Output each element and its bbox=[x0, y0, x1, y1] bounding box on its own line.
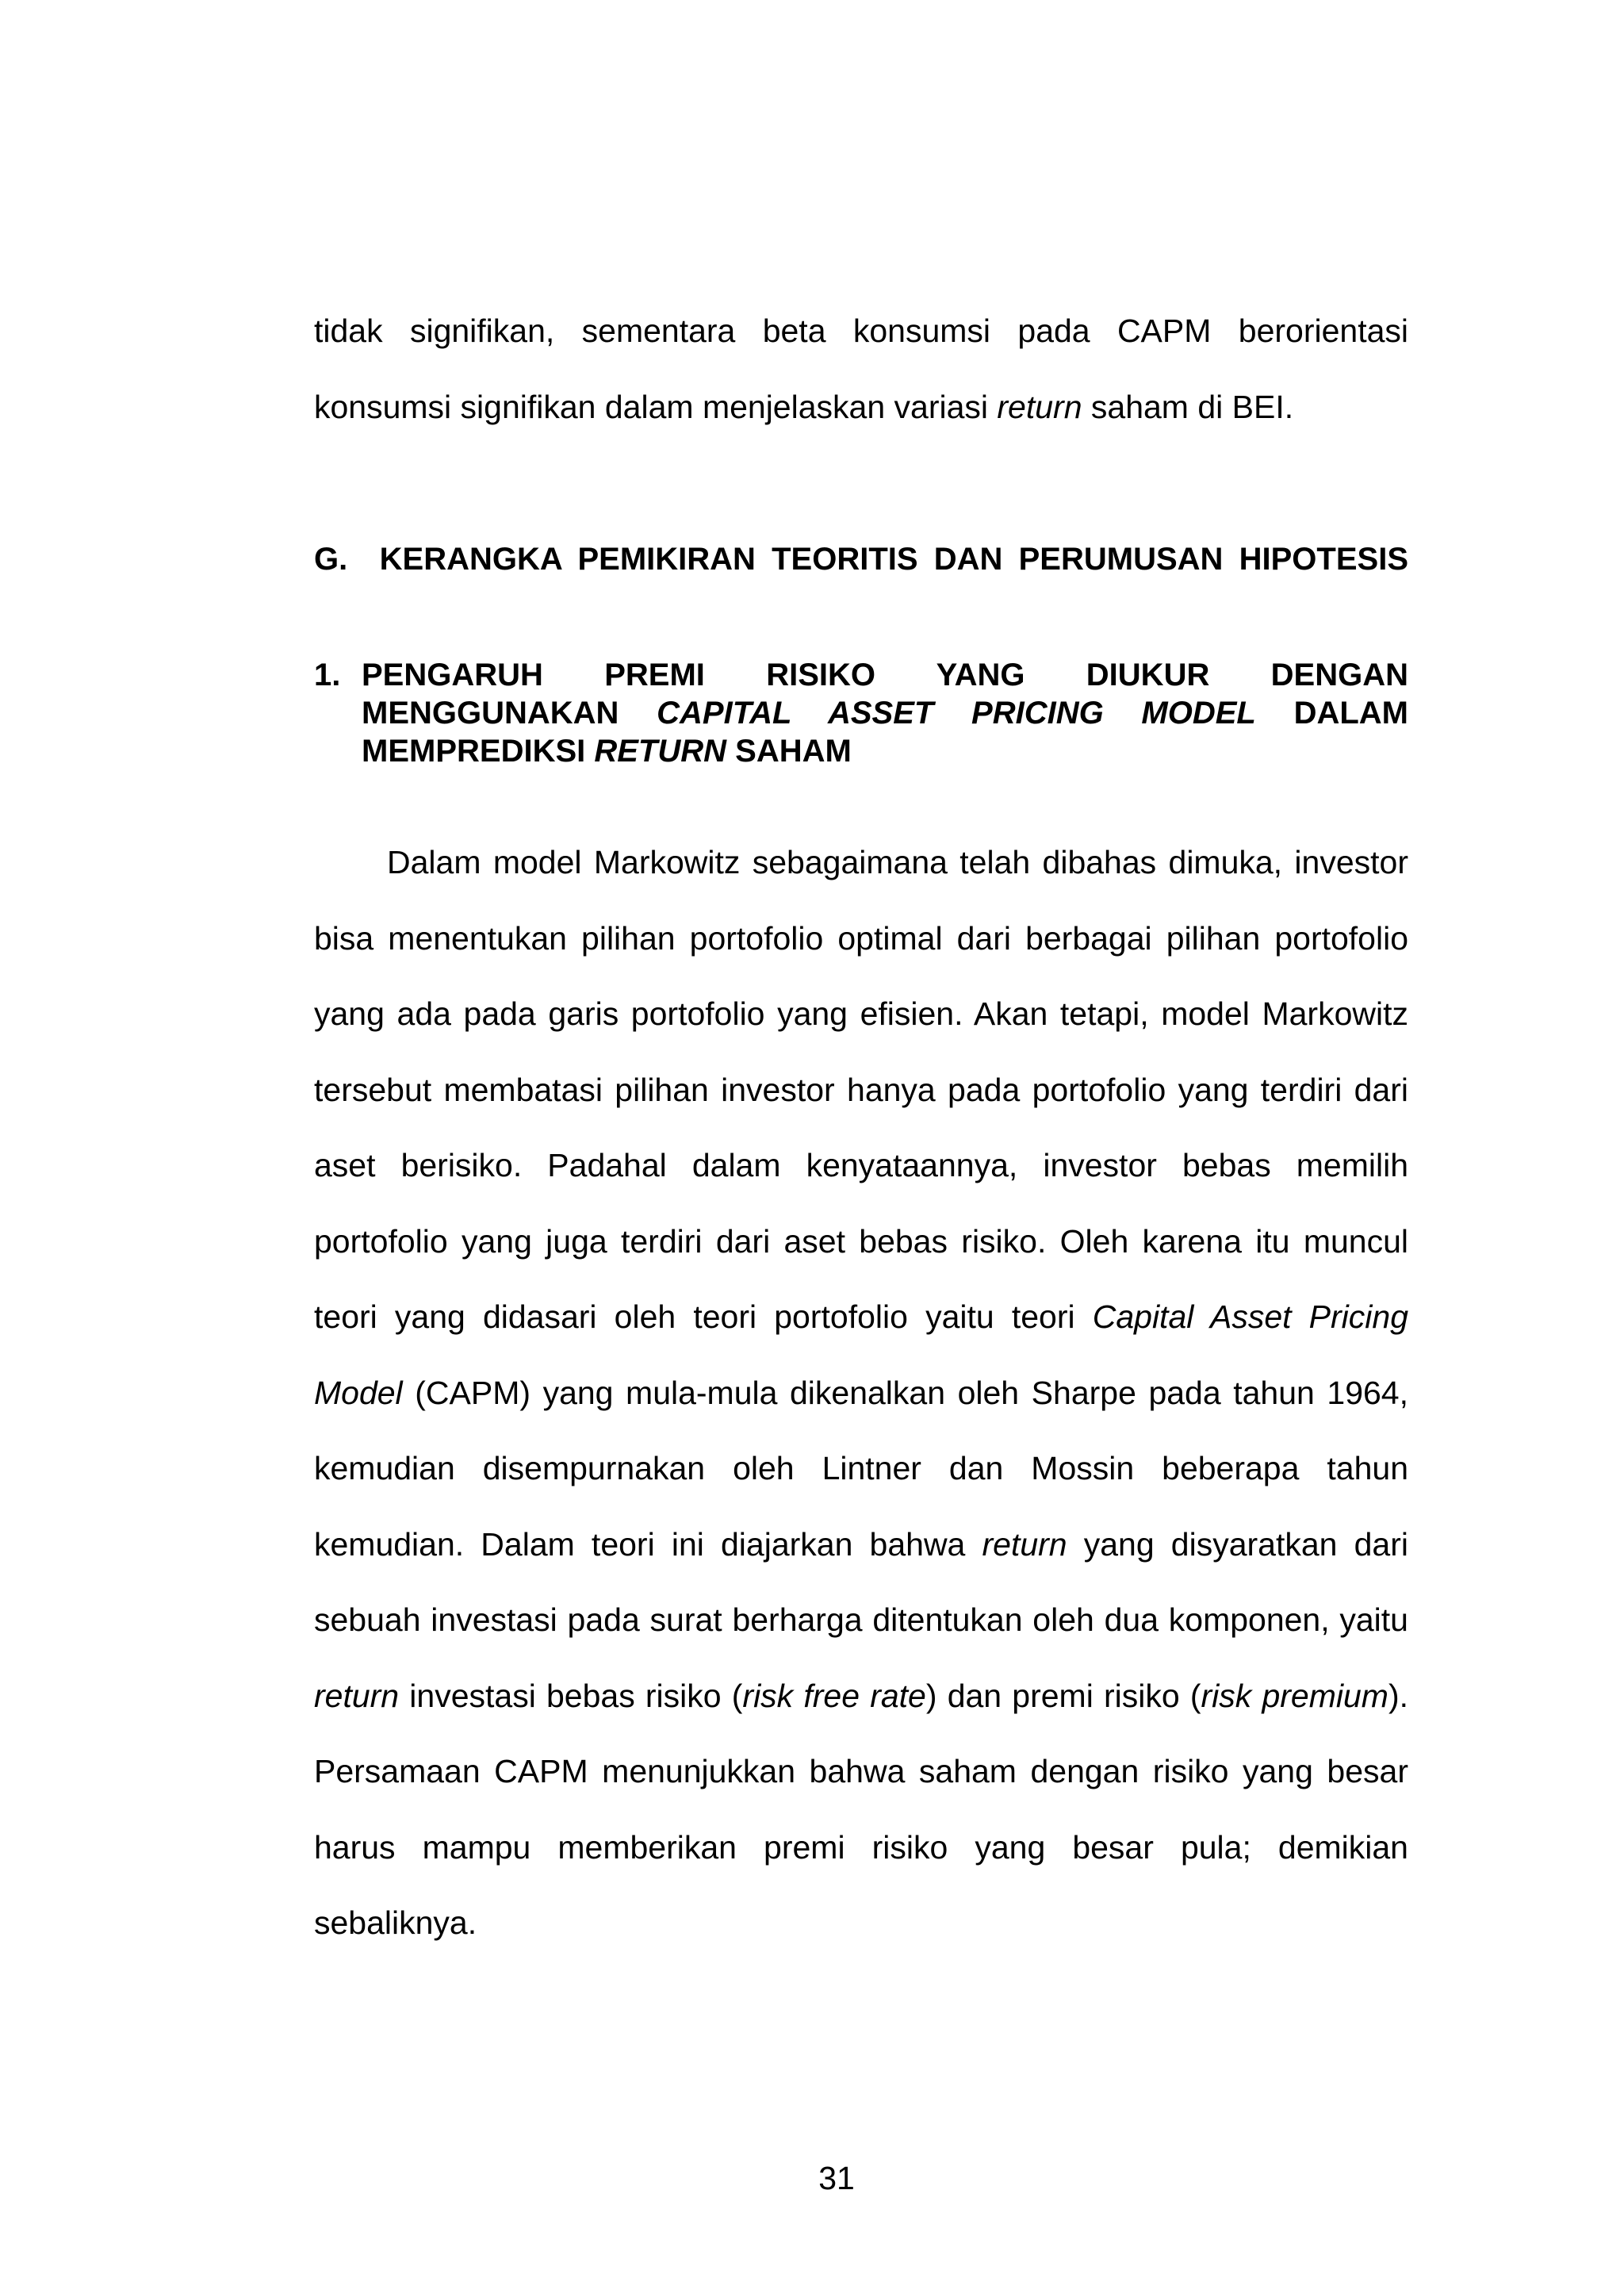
section-number: G. bbox=[314, 542, 348, 577]
subsection-line-2-a: MENGGUNAKAN bbox=[362, 696, 657, 731]
subsection-line-3-italic: RETURN bbox=[594, 734, 727, 769]
section-heading bbox=[314, 540, 1408, 578]
body-text-2: (CAPM) yang mula-mula dikenalkan oleh Sharpe pada tahun 1964, kemudian disempurnakan oleh Lintner dan Mossin beberapa tahun kemudian. Dalam teori ini diajarkan bahwa bbox=[314, 1374, 1408, 1563]
subsection-line-2 bbox=[362, 694, 1408, 732]
body-italic-risk-free-rate: risk free rate bbox=[742, 1677, 926, 1714]
intro-paragraph bbox=[314, 293, 1408, 445]
subsection-line-3-a: MEMPREDIKSI bbox=[362, 734, 595, 769]
subsection-line-1: PENGARUH PREMI RISIKO YANG DIUKUR DENGAN bbox=[362, 658, 1408, 692]
body-text-1: Dalam model Markowitz sebagaimana telah dibahas dimuka, investor bisa menentukan pilihan portofolio optimal dari berbagai pilihan portofolio yang ada pada garis portofolio yang efisien. Akan tetapi, model Markowitz tersebut membatasi pilihan investor hanya pada portofolio yang terdiri dari aset berisiko. Padahal dalam kenyataannya, investor bebas memilih portofolio yang juga terdiri dari aset bebas risiko. Oleh karena itu muncul teori yang didasari oleh teori portofolio yaitu teori bbox=[314, 844, 1408, 1335]
body-text-3: yang disyaratkan dari sebuah investasi pada surat berharga ditentukan oleh dua komponen, yaitu bbox=[314, 1525, 1408, 1638]
body-italic-return-2: return bbox=[314, 1677, 400, 1714]
intro-text-1: tidak signifikan, sementara beta konsumsi pada CAPM berorientasi konsumsi signifikan dalam menjelaskan variasi bbox=[314, 313, 1408, 425]
body-italic-risk-premium: risk premium bbox=[1201, 1677, 1388, 1714]
subsection-line-3 bbox=[362, 732, 1408, 770]
subsection-line-3-c: SAHAM bbox=[726, 734, 852, 769]
body-italic-capm: Capital Asset Pricing Model bbox=[314, 1298, 1408, 1411]
section-title: KERANGKA PEMIKIRAN TEORITIS DAN PERUMUSAN HIPOTESIS bbox=[379, 542, 1408, 577]
subsection-line-2-c: DALAM bbox=[1255, 696, 1408, 731]
body-italic-return-1: return bbox=[982, 1525, 1067, 1563]
subsection-heading bbox=[362, 656, 1408, 770]
intro-text-2: saham di BEI. bbox=[1082, 388, 1294, 425]
body-text-4: investasi bebas risiko ( bbox=[399, 1677, 743, 1714]
subsection-line-2-italic: CAPITAL ASSET PRICING MODEL bbox=[657, 696, 1256, 731]
body-text-5: ) dan premi risiko ( bbox=[925, 1677, 1201, 1714]
page-number: 31 bbox=[818, 2160, 855, 2196]
body-text-6: ). Persamaan CAPM menunjukkan bahwa saham dengan risiko yang besar harus mampu memberikan premi risiko yang besar pula; demikian sebaliknya. bbox=[314, 1677, 1408, 1941]
intro-italic-return: return bbox=[997, 388, 1082, 425]
subsection-number: 1. bbox=[314, 658, 341, 692]
body-paragraph bbox=[314, 825, 1408, 1962]
